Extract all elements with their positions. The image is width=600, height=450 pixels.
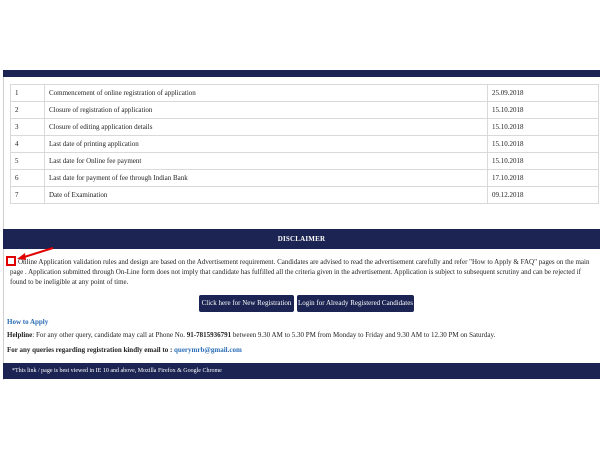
support-email-link[interactable]: querymrb@gmail.com — [174, 346, 242, 354]
row-number: 5 — [11, 153, 45, 170]
queries-label: For any queries regarding registration kindly email to : — [7, 346, 175, 354]
row-event: Closure of editing application details — [45, 119, 488, 136]
row-date: 15.10.2018 — [488, 153, 599, 170]
top-banner-bar — [3, 70, 600, 77]
disclaimer-header: DISCLAIMER — [3, 229, 600, 249]
row-number: 7 — [11, 187, 45, 204]
row-date: 15.10.2018 — [488, 136, 599, 153]
row-number: 4 — [11, 136, 45, 153]
helpline-phone: 91-7815936791 — [186, 331, 232, 339]
row-number: 1 — [11, 85, 45, 102]
table-row — [11, 119, 599, 136]
table-row — [11, 85, 599, 102]
helpline-post: between 9.30 AM to 5.30 PM from Monday to Friday and 9.30 AM to 12.30 PM on Saturday. — [231, 331, 496, 339]
table-row — [11, 153, 599, 170]
row-number: 3 — [11, 119, 45, 136]
row-event: Closure of registration of application — [45, 102, 488, 119]
schedule-table — [10, 84, 599, 204]
row-number: 2 — [11, 102, 45, 119]
email-query-text — [7, 346, 242, 354]
row-date: 15.10.2018 — [488, 119, 599, 136]
row-date: 25.09.2018 — [488, 85, 599, 102]
footer-note: *This link / page is best viewed in IE 10 and above, Mozilla Firefox & Google Chrome — [3, 363, 600, 379]
row-date: 17.10.2018 — [488, 170, 599, 187]
row-event: Commencement of online registration of application — [45, 85, 488, 102]
table-row — [11, 170, 599, 187]
row-event: Last date for Online fee payment — [45, 153, 488, 170]
row-event: Date of Examination — [45, 187, 488, 204]
row-event: Last date for payment of fee through Indian Bank — [45, 170, 488, 187]
helpline-pre: : For any other query, candidate may call at Phone No. — [32, 331, 187, 339]
table-row — [11, 102, 599, 119]
table-row — [11, 136, 599, 153]
how-to-apply-link[interactable]: How to Apply — [7, 318, 49, 326]
row-event: Last date of printing application — [45, 136, 488, 153]
row-number: 6 — [11, 170, 45, 187]
login-registered-button[interactable]: Login for Already Registered Candidates — [297, 295, 414, 312]
row-date: 15.10.2018 — [488, 102, 599, 119]
helpline-text — [7, 331, 495, 339]
table-row — [11, 187, 599, 204]
row-date: 09.12.2018 — [488, 187, 599, 204]
helpline-label: Helpline — [7, 331, 33, 339]
disclaimer-text: Online Application validation rules and design are based on the Advertisement requirement. Candidates are advised to read the advertisement carefully and refer "How to Apply & FAQ" pages on the main page . Application submitted through On-Line form does not imply that candidate has fulfilled all the criteria given in the advertisement. Application is subject to subsequent scrutiny and can be rejected if found to be ineligible at any point of time. — [10, 258, 590, 286]
new-registration-button[interactable]: Click here for New Registration — [199, 295, 294, 312]
